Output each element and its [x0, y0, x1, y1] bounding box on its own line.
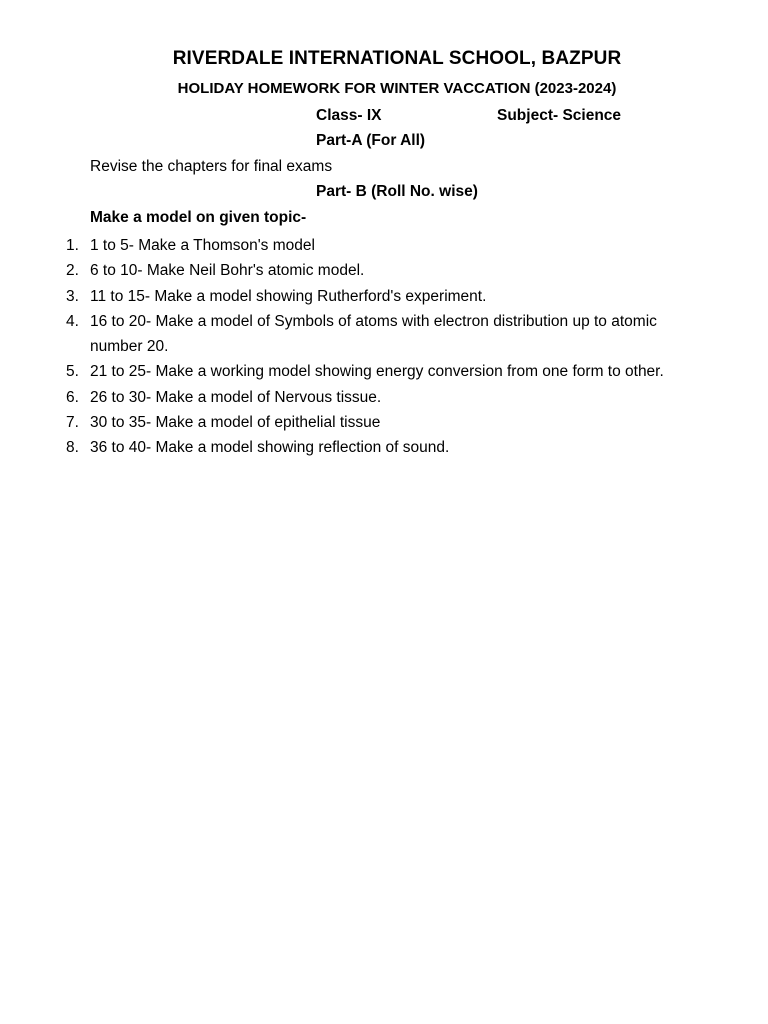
list-item-number: 6.	[66, 388, 79, 406]
list-item-number: 5.	[66, 363, 79, 381]
list-item-number: 4.	[66, 312, 79, 330]
class-label: Class- IX	[316, 107, 382, 124]
part-a-heading: Part-A (For All)	[316, 132, 426, 149]
topic-list	[0, 233, 768, 461]
list-item	[0, 385, 768, 410]
list-item-number: 2.	[66, 262, 79, 280]
list-item	[0, 284, 768, 309]
list-item-text: 30 to 35- Make a model of epithelial tissue	[90, 414, 381, 432]
list-item	[0, 359, 768, 384]
subject-label: Subject- Science	[497, 107, 622, 124]
part-b-instruction: Make a model on given topic-	[90, 209, 307, 226]
list-item	[0, 410, 768, 435]
list-item-text: 21 to 25- Make a working model showing energy conversion from one form to other.	[90, 363, 664, 381]
list-item-text: 1 to 5- Make a Thomson's model	[90, 237, 315, 254]
homework-title: HOLIDAY HOMEWORK FOR WINTER VACCATION (2023-2024)	[177, 80, 617, 97]
list-item-text: 16 to 20- Make a model of Symbols of atoms with electron distribution up to atomic number 20.	[90, 312, 657, 356]
list-item-text: 6 to 10- Make Neil Bohr's atomic model.	[90, 262, 365, 280]
list-item	[0, 435, 768, 460]
list-item	[0, 258, 768, 283]
list-item-text: 11 to 15- Make a model showing Rutherford's experiment.	[90, 287, 487, 305]
list-item-number: 8.	[66, 439, 79, 457]
list-item	[0, 309, 768, 360]
part-a-instruction: Revise the chapters for final exams	[90, 158, 333, 175]
list-item-text: 26 to 30- Make a model of Nervous tissue.	[90, 388, 382, 406]
list-item-number: 7.	[66, 414, 79, 432]
school-name: RIVERDALE INTERNATIONAL SCHOOL, BAZPUR	[172, 48, 622, 69]
list-item-text: 36 to 40- Make a model showing reflection of sound.	[90, 439, 450, 457]
part-b-heading: Part- B (Roll No. wise)	[316, 183, 478, 200]
list-item-number: 1.	[66, 237, 79, 254]
list-item-number: 3.	[66, 287, 79, 305]
list-item	[0, 233, 768, 258]
